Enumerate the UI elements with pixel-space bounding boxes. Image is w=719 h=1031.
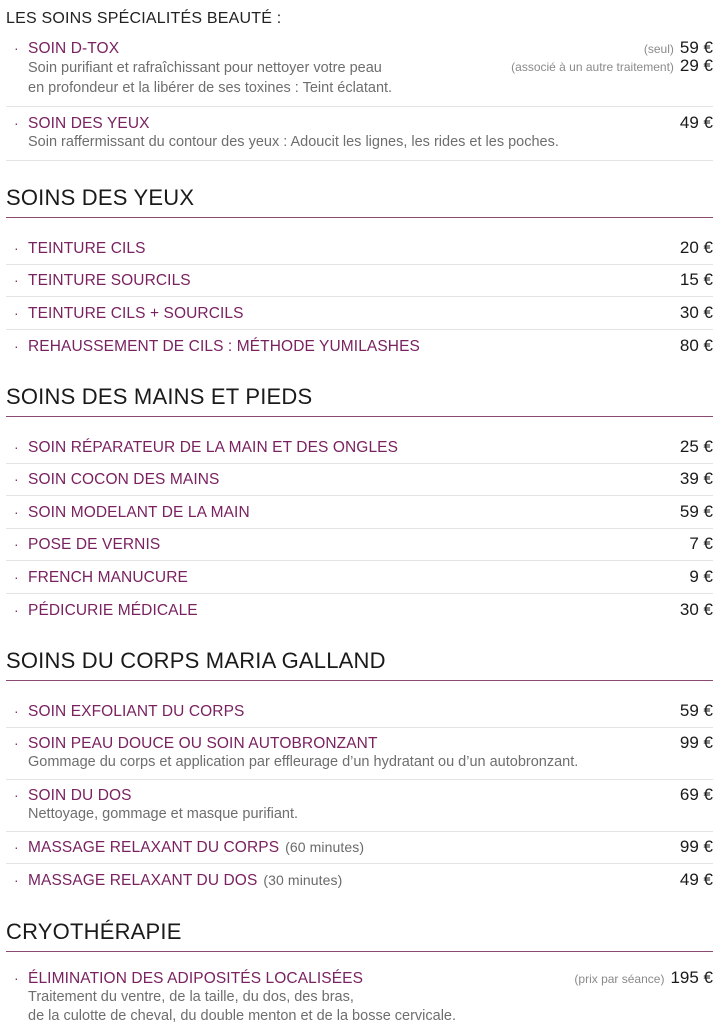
bullet-icon: · [14, 438, 19, 455]
service-price: 49 € [679, 113, 713, 132]
service-price: 9 € [689, 566, 713, 586]
service-name: SOIN EXFOLIANT DU CORPS [28, 702, 245, 720]
list-item [6, 594, 713, 627]
list-item [6, 561, 713, 594]
service-name: PÉDICURIE MÉDICALE [28, 601, 198, 619]
service-price: 25 € [679, 436, 713, 456]
bullet-icon: · [14, 115, 19, 131]
list-item [6, 728, 713, 780]
service-price: 49 € [679, 870, 713, 890]
service-price: 15 € [679, 270, 713, 290]
service-name: TEINTURE CILS + SOURCILS [28, 304, 244, 322]
section-title: SOINS DU CORPS MARIA GALLAND [6, 648, 713, 681]
bullet-icon: · [14, 337, 19, 354]
service-description: Soin raffermissant du contour des yeux : Adoucit les lignes, les rides et les poches. [28, 134, 559, 150]
service-description: de la culotte de cheval, du double menton et de la bosse cervicale. [28, 1007, 457, 1024]
bullet-icon: · [14, 503, 19, 520]
price-qualifier: (prix par séance) [574, 971, 665, 986]
service-name: POSE DE VERNIS [28, 536, 161, 554]
service-price: 20 € [679, 237, 713, 257]
service-price: 69 € [679, 784, 713, 804]
service-price: 80 € [679, 335, 713, 355]
service-name: SOIN D-TOX [28, 40, 120, 57]
service-price: 59 € [679, 501, 713, 521]
bullet-icon: · [14, 304, 19, 321]
price-qualifier: (seul) [643, 42, 674, 56]
service-name: SOIN COCON DES MAINS [28, 471, 220, 489]
list-item [6, 780, 713, 832]
service-name-text: MASSAGE RELAXANT DU CORPS [28, 839, 280, 857]
section-list [6, 431, 713, 626]
service-price: 59 € [679, 700, 713, 720]
bullet-icon: · [14, 568, 19, 585]
list-item [6, 832, 713, 865]
service-price: 195 € [670, 967, 713, 987]
section-mains [6, 384, 713, 626]
list-item-soin-des-yeux [6, 107, 713, 161]
list-item [6, 464, 713, 497]
price-qualifier: (associé à un autre traitement) [511, 60, 674, 74]
section-corps [6, 648, 713, 897]
service-name: FRENCH MANUCURE [28, 568, 188, 586]
list-item [6, 864, 713, 897]
service-price: 59 € [679, 38, 713, 57]
list-item [6, 496, 713, 529]
bullet-icon: · [14, 786, 19, 803]
service-price: 99 € [679, 732, 713, 752]
service-name: SOIN MODELANT DE LA MAIN [28, 503, 250, 521]
list-item [6, 695, 713, 728]
list-item [6, 431, 713, 464]
list-item [6, 232, 713, 265]
service-description: Soin purifiant et rafraîchissant pour nettoyer votre peau [28, 60, 382, 76]
intro-title: LES SOINS SPÉCIALITÉS BEAUTÉ : [6, 10, 282, 27]
bullet-icon: · [14, 872, 19, 889]
service-name: SOIN DU DOS [28, 786, 132, 804]
section-cryo [6, 919, 713, 1026]
intro-items [6, 32, 713, 161]
service-name-text: MASSAGE RELAXANT DU DOS [28, 872, 258, 890]
service-name: SOIN PEAU DOUCE OU SOIN AUTOBRONZANT [28, 734, 378, 752]
service-duration: (30 minutes) [263, 872, 343, 889]
service-name: SOIN RÉPARATEUR DE LA MAIN ET DES ONGLES [28, 438, 399, 456]
service-description: Gommage du corps et application par effleurage d’un hydratant ou d’un autobronzant. [28, 753, 579, 770]
service-name [28, 839, 680, 857]
section-list [6, 968, 713, 1026]
service-description: Nettoyage, gommage et masque purifiant. [28, 805, 299, 822]
service-price: 30 € [679, 302, 713, 322]
service-name: SOIN DES YEUX [28, 115, 150, 132]
section-title: SOINS DES YEUX [6, 185, 713, 218]
bullet-icon: · [14, 471, 19, 488]
service-price: 7 € [689, 534, 713, 554]
service-description: Traitement du ventre, de la taille, du dos, des bras, [28, 988, 354, 1005]
bullet-icon: · [14, 734, 19, 751]
list-item-soin-dtox [6, 32, 713, 107]
section-list [6, 695, 713, 897]
list-item [6, 265, 713, 298]
service-price: 39 € [679, 469, 713, 489]
list-item [6, 529, 713, 562]
bullet-icon: · [14, 839, 19, 856]
service-duration: (60 minutes) [285, 839, 365, 856]
bullet-icon: · [14, 239, 19, 256]
bullet-icon: · [14, 272, 19, 289]
list-item [6, 297, 713, 330]
section-title: SOINS DES MAINS ET PIEDS [6, 384, 713, 417]
bullet-icon: · [14, 536, 19, 553]
service-name [28, 872, 680, 890]
list-item [6, 968, 713, 1026]
section-title: CRYOTHÉRAPIE [6, 919, 713, 952]
list-item [6, 330, 713, 363]
service-price: 99 € [679, 837, 713, 857]
service-description: en profondeur et la libérer de ses toxines : Teint éclatant. [28, 80, 393, 96]
service-name: TEINTURE SOURCILS [28, 272, 191, 290]
section-yeux [6, 185, 713, 362]
bullet-icon: · [14, 40, 19, 56]
service-name: TEINTURE CILS [28, 239, 146, 257]
service-name: REHAUSSEMENT DE CILS : MÉTHODE YUMILASHES [28, 337, 420, 355]
service-name: ÉLIMINATION DES ADIPOSITÉS LOCALISÉES [28, 969, 364, 987]
section-list [6, 232, 713, 362]
service-price: 30 € [679, 599, 713, 619]
intro-section [6, 0, 713, 161]
bullet-icon: · [14, 601, 19, 618]
service-price: 29 € [679, 56, 713, 75]
bullet-icon: · [14, 702, 19, 719]
bullet-icon: · [14, 969, 19, 986]
